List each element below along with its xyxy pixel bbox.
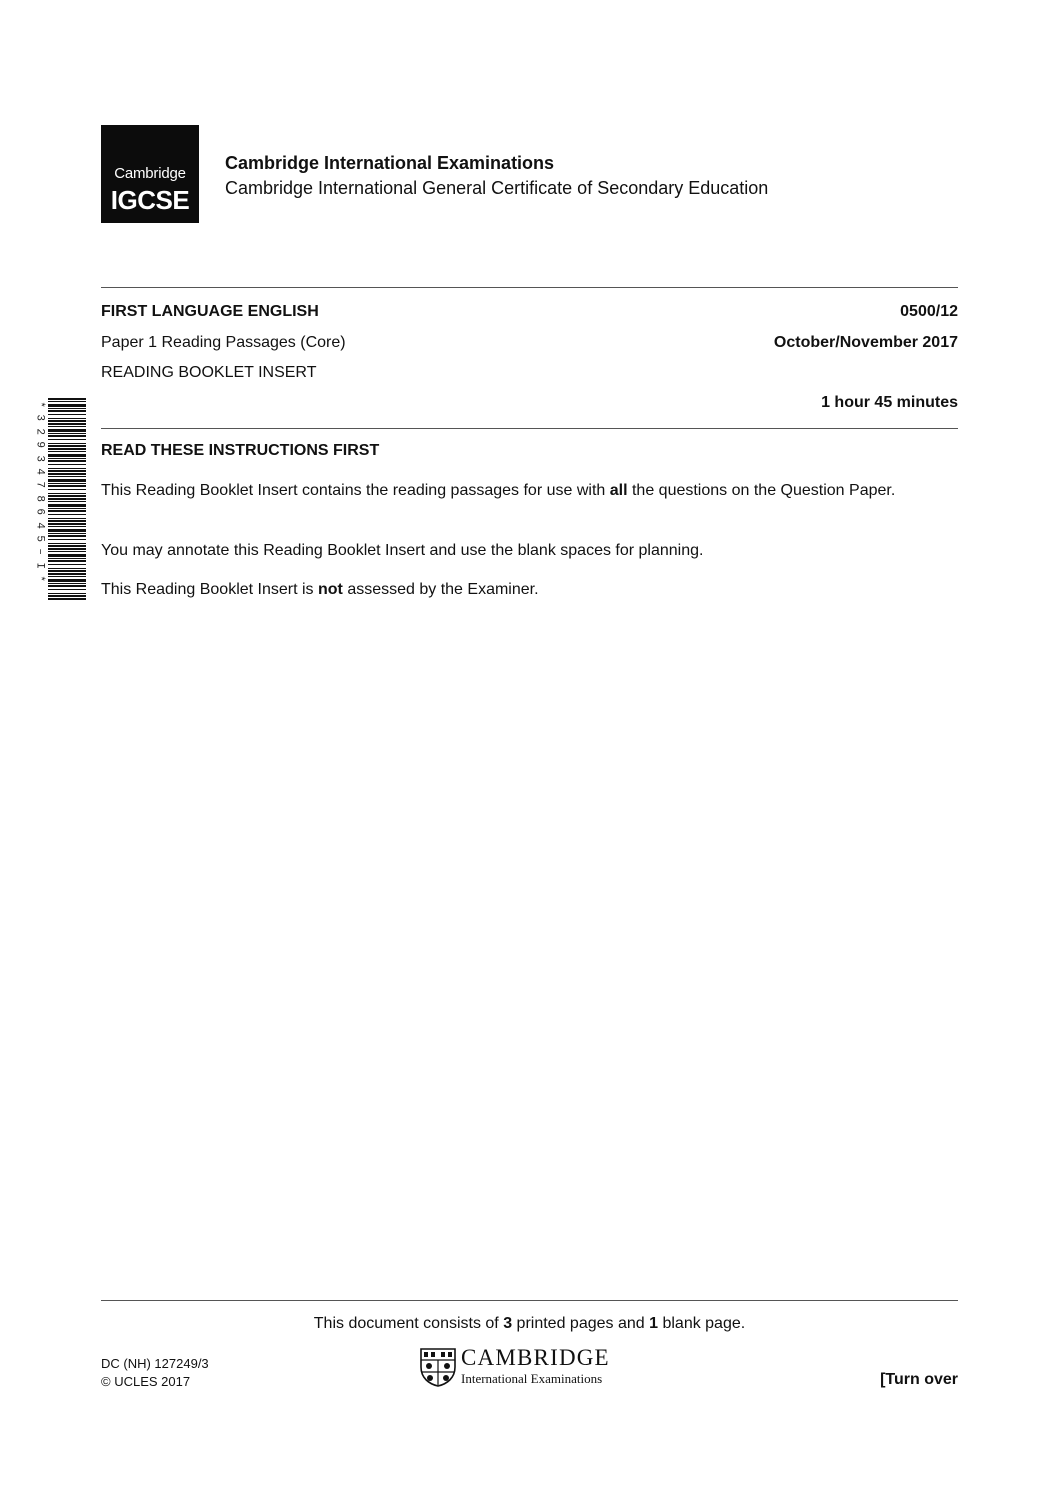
barcode-bar bbox=[48, 523, 86, 525]
barcode-bar bbox=[48, 583, 86, 584]
logo-line-1: Cambridge bbox=[114, 165, 186, 182]
instruction-3-text-a: This Reading Booklet Insert is bbox=[101, 581, 318, 598]
barcode-bar bbox=[48, 460, 86, 462]
copyright: © UCLES 2017 bbox=[101, 1374, 191, 1389]
turn-over: [Turn over bbox=[880, 1371, 958, 1388]
barcode-bar bbox=[48, 443, 86, 444]
barcode-bar bbox=[48, 593, 86, 594]
barcode-bar bbox=[48, 448, 86, 450]
cambridge-igcse-logo bbox=[101, 125, 199, 223]
instructions-rule bbox=[101, 428, 958, 429]
barcode-bar bbox=[48, 435, 86, 437]
exam-session: October/November 2017 bbox=[773, 334, 958, 351]
barcode-char: 7 bbox=[33, 481, 46, 489]
barcode-bar bbox=[48, 473, 86, 475]
instruction-3-text-b: assessed by the Examiner. bbox=[342, 581, 539, 598]
barcode-char: * bbox=[33, 575, 46, 583]
instructions-heading: READ THESE INSTRUCTIONS FIRST bbox=[101, 442, 380, 459]
barcode-char: 3 bbox=[33, 414, 46, 422]
barcode-bar bbox=[48, 504, 86, 507]
instruction-paragraph-3 bbox=[101, 580, 958, 600]
barcode-char: 4 bbox=[33, 468, 46, 476]
barcode-bar bbox=[48, 535, 86, 537]
barcode-bar bbox=[48, 414, 86, 415]
barcode-bar bbox=[48, 458, 86, 459]
barcode-bar bbox=[48, 526, 86, 527]
barcode-bar bbox=[48, 476, 86, 477]
barcode-bar bbox=[48, 398, 86, 400]
barcode-bar bbox=[48, 558, 86, 559]
barcode-char: 3 bbox=[33, 455, 46, 462]
barcode-char: 8 bbox=[33, 495, 46, 502]
barcode-bar bbox=[48, 420, 86, 422]
barcode-bar bbox=[48, 529, 86, 532]
barcode-bar bbox=[48, 439, 86, 440]
barcode-char: I bbox=[33, 562, 46, 569]
top-rule bbox=[101, 287, 958, 288]
barcode-bar bbox=[48, 570, 86, 572]
barcode-bar bbox=[48, 408, 86, 409]
barcode-bar bbox=[48, 598, 86, 600]
barcode-bar bbox=[48, 551, 86, 552]
document-reference: DC (NH) 127249/3 bbox=[101, 1356, 209, 1371]
barcode-bar bbox=[48, 410, 86, 412]
blank-page-count: 1 bbox=[649, 1315, 659, 1332]
barcode-bar bbox=[48, 445, 86, 447]
barcode-bar bbox=[48, 501, 86, 502]
page-count-text-b: printed pages and bbox=[512, 1315, 650, 1332]
barcode-bar bbox=[48, 401, 86, 402]
barcode-bar bbox=[48, 451, 86, 452]
barcode-char: * bbox=[33, 401, 46, 408]
barcode-bar bbox=[48, 418, 86, 419]
barcode-char: 4 bbox=[33, 522, 46, 529]
barcode-bar bbox=[48, 585, 86, 587]
cambridge-wordmark: CAMBRIDGE bbox=[461, 1345, 610, 1370]
barcode-bar bbox=[48, 595, 86, 597]
instruction-1-text-b: the questions on the Question Paper. bbox=[627, 482, 896, 499]
barcode-bar bbox=[48, 533, 86, 534]
barcode-bar bbox=[48, 426, 86, 427]
barcode-bar bbox=[48, 554, 86, 557]
barcode-bar bbox=[48, 470, 86, 472]
barcode-bar bbox=[48, 454, 86, 457]
barcode-bar bbox=[48, 548, 86, 550]
cambridge-crest-icon bbox=[419, 1347, 457, 1387]
barcode-char: 5 bbox=[33, 535, 46, 543]
instruction-1-emphasis: all bbox=[609, 482, 628, 499]
subject-title: FIRST LANGUAGE ENGLISH bbox=[101, 303, 319, 320]
barcode-bar bbox=[48, 464, 86, 465]
paper-title: Paper 1 Reading Passages (Core) bbox=[101, 334, 346, 351]
barcode-bar bbox=[48, 573, 86, 575]
barcode-bar bbox=[48, 485, 86, 487]
barcode-bar bbox=[48, 433, 86, 434]
instruction-3-emphasis: not bbox=[318, 581, 343, 598]
page-count-text-c: blank page. bbox=[658, 1315, 746, 1332]
barcode-char: 6 bbox=[33, 508, 46, 516]
barcode-bar bbox=[48, 429, 86, 432]
barcode-bar bbox=[48, 539, 86, 540]
barcode-bar bbox=[48, 560, 86, 562]
footer-rule bbox=[101, 1300, 958, 1301]
barcode-bar bbox=[48, 518, 86, 519]
instruction-1-text-a: This Reading Booklet Insert contains the reading passages for use with bbox=[101, 482, 610, 499]
barcode-bar bbox=[48, 576, 86, 577]
barcode-char: 9 bbox=[33, 441, 46, 449]
header-organisation: Cambridge International Examinations bbox=[225, 153, 555, 173]
barcode-bar bbox=[48, 404, 86, 407]
page-count-text-a: This document consists of bbox=[313, 1315, 504, 1332]
barcode-bar bbox=[48, 493, 86, 494]
barcode-bar bbox=[48, 510, 86, 512]
page-count-statement bbox=[101, 1314, 958, 1334]
barcode-bar bbox=[48, 483, 86, 484]
barcode-bar bbox=[48, 508, 86, 509]
barcode-bar bbox=[48, 520, 86, 522]
instruction-paragraph-2: You may annotate this Reading Booklet Insert and use the blank spaces for planning. bbox=[101, 542, 704, 559]
barcode-bar bbox=[48, 564, 86, 565]
paper-code: 0500/12 bbox=[900, 303, 958, 320]
barcode bbox=[38, 398, 86, 600]
barcode-char: – bbox=[33, 548, 46, 556]
barcode-bar bbox=[48, 498, 86, 500]
barcode-char: 2 bbox=[33, 428, 46, 435]
barcode-bar bbox=[48, 514, 86, 515]
barcode-bar bbox=[48, 579, 86, 582]
duration: 1 hour 45 minutes bbox=[821, 394, 958, 411]
instruction-paragraph-1 bbox=[101, 481, 958, 501]
barcode-bar bbox=[48, 589, 86, 590]
header-qualification: Cambridge International General Certificate of Secondary Education bbox=[225, 178, 769, 198]
logo-line-2: IGCSE bbox=[110, 185, 190, 215]
booklet-type: READING BOOKLET INSERT bbox=[101, 364, 317, 381]
barcode-bar bbox=[48, 495, 86, 497]
barcode-bar bbox=[48, 489, 86, 490]
cambridge-wordmark-sub: International Examinations bbox=[461, 1371, 603, 1386]
barcode-bar bbox=[48, 568, 86, 569]
printed-page-count: 3 bbox=[503, 1315, 513, 1332]
barcode-bar bbox=[48, 423, 86, 425]
barcode-bar bbox=[48, 479, 86, 482]
barcode-bar bbox=[48, 543, 86, 544]
barcode-bar bbox=[48, 545, 86, 547]
barcode-bar bbox=[48, 468, 86, 469]
